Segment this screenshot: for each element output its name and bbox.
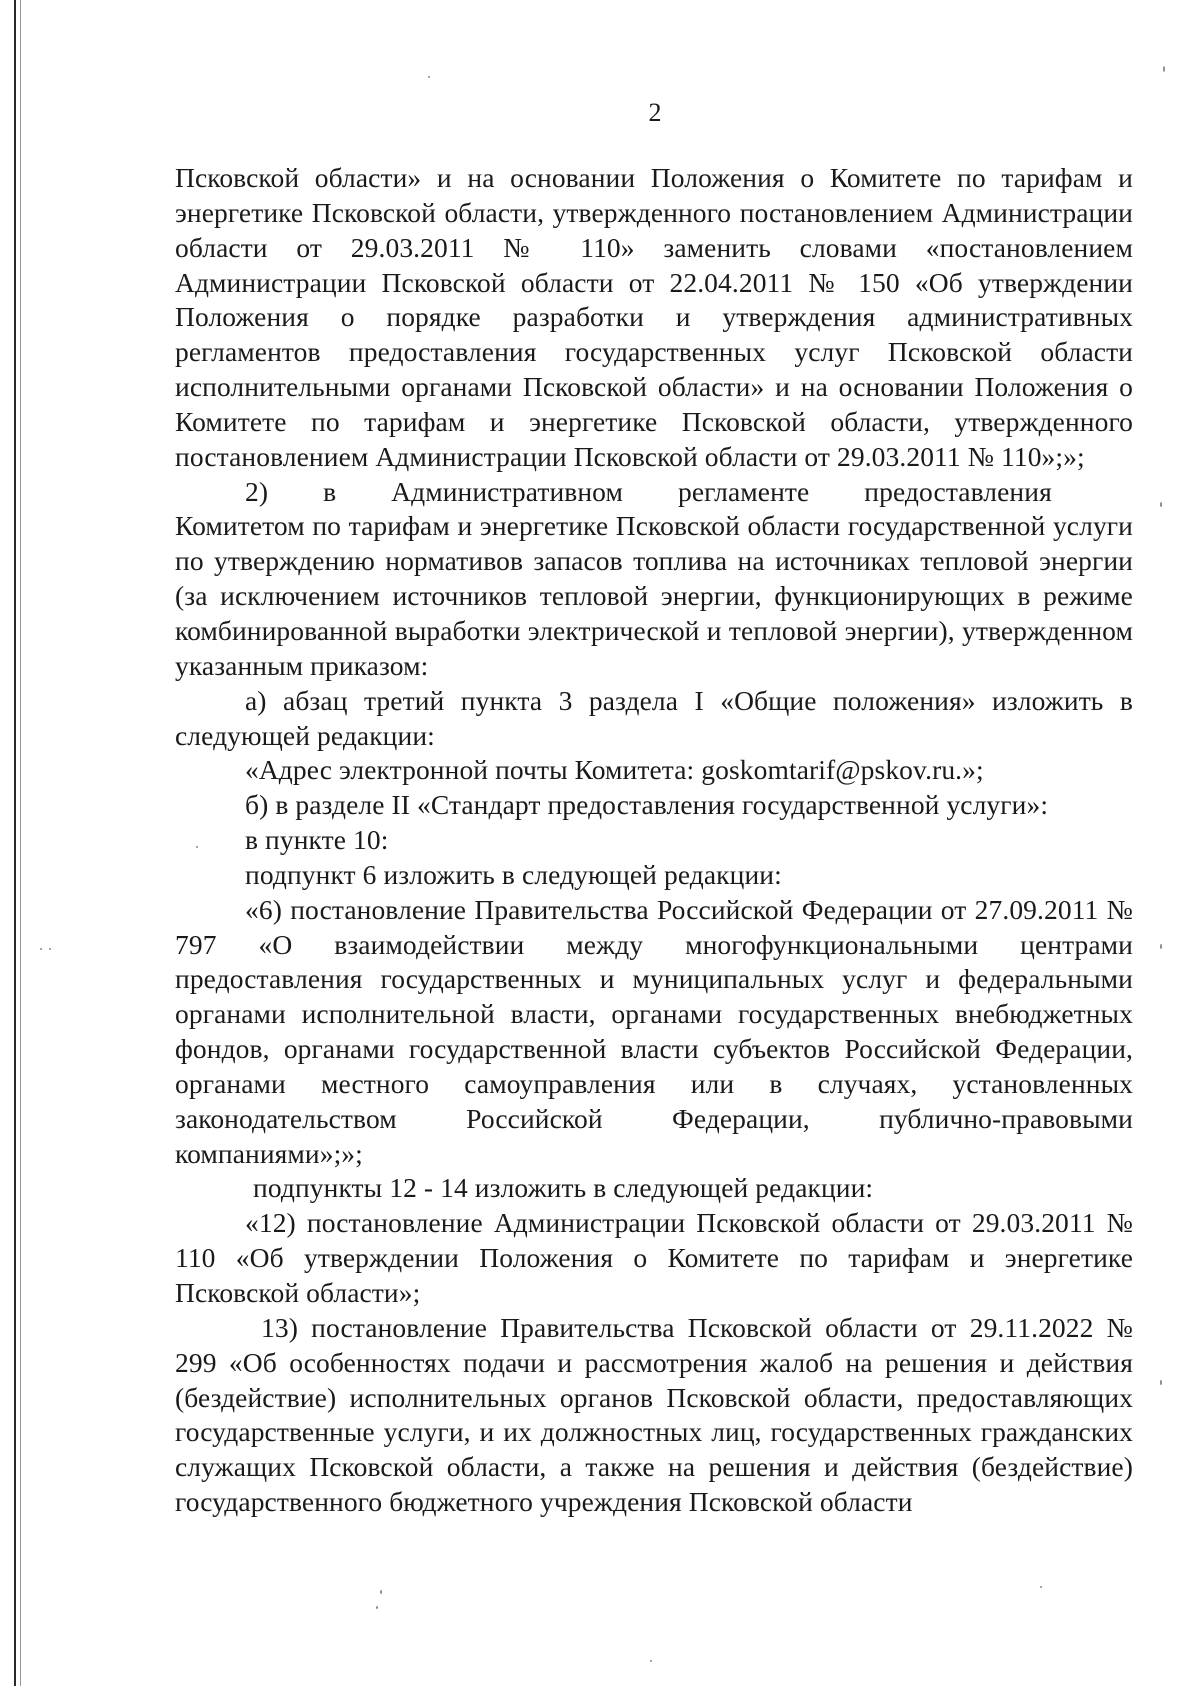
paragraph: б) в разделе II «Стандарт предоставления государственной услуги»:	[245, 789, 1049, 821]
scan-left-edge	[14, 0, 16, 1686]
scan-speck	[196, 846, 198, 848]
scan-speck	[376, 1606, 378, 1609]
page-number: 2	[648, 98, 662, 127]
paragraph: подпункты 12 - 14 изложить в следующей редакции:	[253, 1172, 874, 1204]
paragraph: Псковской области» и на основании Положения о Комитете по тарифам и энергетике Псковской области, утвержденного постановлением Администрации области от 29.03.2011 № 110» заменить словами «постановлением Администрации Псковской области от 22.04.2011 № 150 «Об утверждении Положения о порядке разработки и утверждения административных регламентов предоставления государственных услуг Псковской области исполнительными органами Псковской области» и на основании Положения о Комитете по тарифам и энергетике Псковской области, утвержденного постановлением Администрации Псковской области от 29.03.2011 № 110»;»;	[175, 162, 1133, 472]
paragraph: а) абзац третий пункта 3 раздела I «Общие положения» изложить в следующей редакции:	[175, 684, 1133, 751]
document-body	[175, 161, 1133, 1520]
scan-left-edge-shadow	[20, 0, 21, 1686]
paragraph-item-2: 2) в Административном регламенте предоставления	[245, 475, 1052, 507]
scan-speck	[650, 1660, 652, 1662]
paragraph: 13) постановление Правительства Псковской области от 29.11.2022 № 299 «Об особенностях подачи и рассмотрения жалоб на решения и действия (бездействие) исполнительных органов Псковской области, предоставляющих государственные услуги, и их должностных лиц, государственных гражданских служащих Псковской области, а также на решения и действия (бездействие) государственного бюджетного учреждения Псковской области	[175, 1311, 1133, 1518]
scan-speck	[1160, 502, 1162, 507]
scan-speck	[1160, 1380, 1162, 1385]
scan-speck	[428, 76, 430, 78]
scan-speck	[49, 948, 51, 950]
paragraph: в пункте 10:	[245, 824, 389, 856]
scan-speck	[1040, 1586, 1042, 1588]
paragraph: «12) постановление Администрации Псковской области от 29.03.2011 № 110 «Об утверждении Положения о Комитете по тарифам и энергетике Псковской области»;	[175, 1207, 1133, 1308]
paragraph: Комитетом по тарифам и энергетике Псковской области государственной услуги по утверждению нормативов запасов топлива на источниках тепловой энергии (за исключением источников тепловой энергии, функционирующих в режиме комбинированной выработки электрической и тепловой энергии), утвержденном указанным приказом:	[175, 510, 1133, 681]
paragraph: подпункт 6 изложить в следующей редакции:	[245, 858, 782, 890]
scan-speck	[1160, 944, 1162, 949]
paragraph: «Адрес электронной почты Комитета: goskomtarif@pskov.ru.»;	[245, 754, 984, 786]
scan-speck	[380, 1590, 382, 1594]
scan-speck	[1163, 66, 1165, 72]
paragraph: «6) постановление Правительства Российской Федерации от 27.09.2011 № 797 «О взаимодействии между многофункциональными центрами предоставления государственных и муниципальных услуг и федеральными органами исполнительной власти, органами государственных внебюджетных фондов, органами государственной власти субъектов Российской Федерации, органами местного самоуправления или в случаях, установленных законодательством Российской Федерации, публично-правовыми компаниями»;»;	[175, 893, 1133, 1169]
scan-speck	[40, 948, 42, 950]
